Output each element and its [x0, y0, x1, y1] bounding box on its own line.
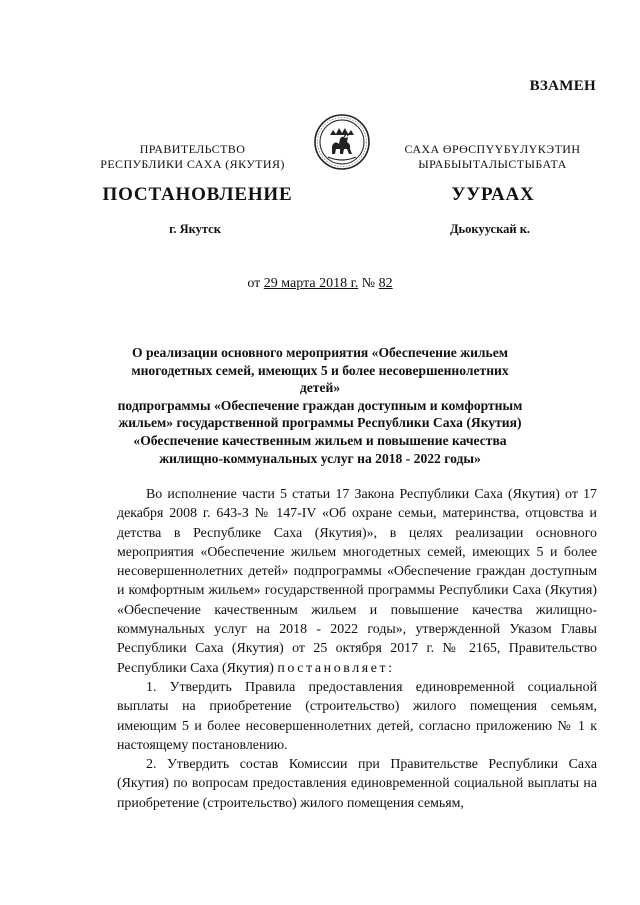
government-name-russian: [80, 142, 305, 172]
title-line: многодетных семей, имеющих 5 и более несовершеннолетних детей»: [131, 362, 509, 396]
government-name-yakut: [385, 142, 600, 172]
title-line: жильем» государственной программы Республики Саха (Якутия): [118, 415, 522, 431]
document-title: [112, 344, 528, 467]
government-name-line: ПРАВИТЕЛЬСТВО: [139, 142, 246, 156]
government-name-line: ЫРАБЫЫТАЛЫСТЫБАТА: [418, 157, 567, 171]
clause-2-paragraph: 2. Утвердить состав Комиссии при Правительстве Республики Саха (Якутия) по вопросам предоставления единовременной социальной выплаты на приобретение (строительство) жилого помещения семьям,: [117, 757, 597, 811]
preamble-paragraph: [117, 485, 597, 678]
number-label: №: [358, 276, 379, 291]
government-name-line: РЕСПУБЛИКИ САХА (ЯКУТИЯ): [100, 157, 285, 171]
clause-1-paragraph: 1. Утвердить Правила предоставления единовременной социальной выплаты на приобретение (строительство) жилого помещения семьям, имеющим 5 и более несовершеннолетних детей, согласно приложению № 1 к настоящему постановлению.: [117, 679, 597, 753]
coat-of-arms-emblem: [313, 113, 371, 171]
title-line: жилищно-коммунальных услуг на 2018 - 2022 годы»: [159, 450, 481, 466]
city-russian: г. Якутск: [169, 222, 221, 236]
date-prefix: от: [247, 276, 264, 291]
government-name-line: САХА ӨРӨСПҮҮБҮЛҮКЭТИН: [404, 142, 581, 156]
document-body: [117, 485, 597, 813]
document-date: 29 марта 2018 г.: [263, 276, 359, 291]
date-and-number-line: [0, 276, 640, 292]
document-type-russian: ПОСТАНОВЛЕНИЕ: [102, 184, 293, 205]
decree-word: постановляет:: [277, 660, 395, 676]
replacement-stamp: ВЗАМЕН: [529, 78, 596, 94]
document-number: 82: [378, 276, 393, 291]
title-line: подпрограммы «Обеспечение граждан доступным и комфортным: [117, 397, 523, 413]
title-line: «Обеспечение качественным жильем и повышение качества: [133, 432, 507, 448]
title-line: О реализации основного мероприятия «Обеспечение жильем: [131, 345, 509, 360]
coat-of-arms-icon: [313, 113, 371, 171]
city-yakut: Дьокуускай к.: [449, 222, 531, 236]
preamble-text: Во исполнение части 5 статьи 17 Закона Республики Саха (Якутия) от 17 декабря 2008 г. 643-З № 147-IV «Об охране семьи, материнства, отцовства и детства в Республике Саха (Якутия)», в целях реализации основного мероприятия «Обеспечение жильем многодетных семей, имеющих 5 и более несовершеннолетних детей» подпрограммы «Обеспечение граждан доступным и комфортным жильем» государственной программы Республики Саха (Якутия) «Обеспечение качественным жильем и повышение качества жилищно-коммунальных услуг на 2018 - 2022 годы», утвержденной Указом Главы Республики Саха (Якутия) от 25 октября 2017 г. № 2165, Правительство Республики Саха (Якутия): [117, 487, 597, 676]
document-type-yakut: УУРААХ: [451, 184, 535, 205]
